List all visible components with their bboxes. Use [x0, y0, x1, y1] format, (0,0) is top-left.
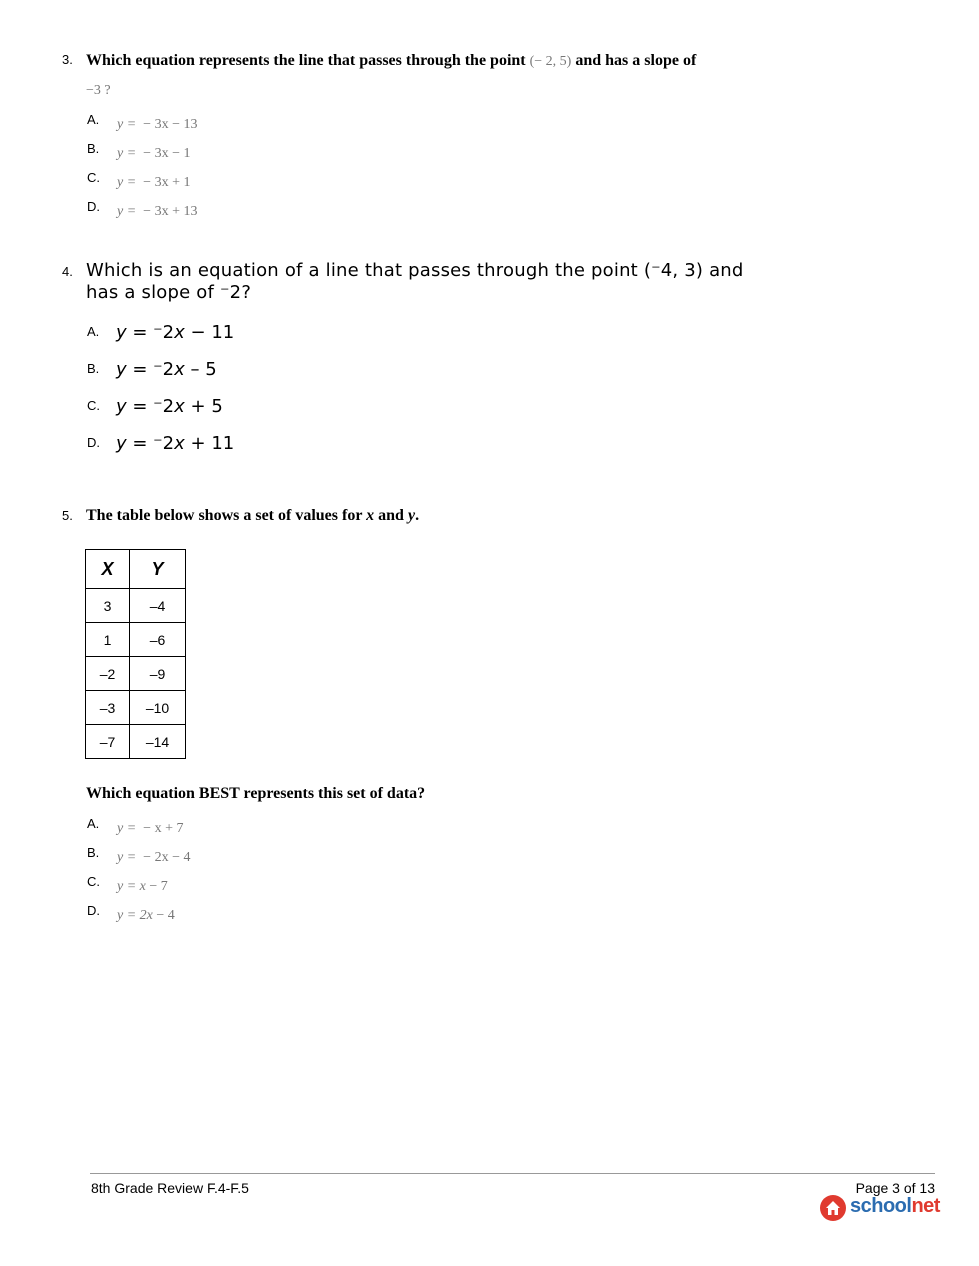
table-header-row — [86, 550, 186, 589]
option-equation: y = − x + 7 — [117, 821, 184, 836]
option-d[interactable] — [0, 199, 600, 225]
question-text — [86, 260, 744, 304]
option-equation: y = 2x − 4 — [117, 908, 175, 923]
table-cell: –10 — [130, 691, 186, 725]
slope-math: −3 ? — [86, 83, 111, 98]
option-letter: B. — [87, 361, 100, 376]
question-number: 4. — [62, 264, 73, 279]
option-b[interactable] — [0, 359, 600, 389]
question-text-start: Which equation represents the line that passes through the point — [86, 52, 526, 69]
question-text: The table below shows a set of values for x and y. — [86, 507, 420, 524]
table-row — [86, 725, 186, 759]
option-equation: y = ⁻2x + 5 — [116, 396, 223, 417]
option-c[interactable] — [0, 396, 600, 426]
option-letter: A. — [87, 816, 100, 831]
option-d[interactable] — [0, 433, 600, 463]
table-row — [86, 657, 186, 691]
option-c[interactable] — [0, 874, 600, 900]
table-cell: 3 — [86, 589, 130, 623]
table-cell: –6 — [130, 623, 186, 657]
option-equation: y = − 2x − 4 — [117, 850, 191, 865]
table-cell: –14 — [130, 725, 186, 759]
option-letter: C. — [87, 170, 100, 185]
option-equation: y = − 3x − 13 — [117, 117, 198, 132]
option-letter: A. — [87, 324, 100, 339]
house-icon — [820, 1195, 846, 1221]
table-cell: –3 — [86, 691, 130, 725]
point-math: (− 2, 5) — [529, 54, 572, 69]
footer-title: 8th Grade Review F.4-F.5 — [91, 1180, 249, 1196]
var-x: x — [366, 507, 375, 524]
xy-table — [85, 549, 186, 759]
option-letter: C. — [87, 874, 100, 889]
subquestion-text: Which equation BEST represents this set of data? — [86, 785, 426, 802]
option-equation: y = ⁻2x + 11 — [116, 433, 235, 454]
option-b[interactable] — [0, 845, 600, 871]
option-a[interactable] — [0, 322, 600, 352]
question-text-end: and has a slope of — [575, 52, 697, 69]
table-row — [86, 691, 186, 725]
option-letter: B. — [87, 141, 100, 156]
option-equation: y = − 3x + 1 — [117, 175, 191, 190]
question-number: 5. — [62, 508, 73, 523]
option-equation: y = − 3x + 13 — [117, 204, 198, 219]
question-text — [86, 52, 696, 70]
table-header-y: Y — [130, 550, 186, 589]
question-number: 3. — [62, 52, 73, 67]
option-equation: y = x − 7 — [117, 879, 168, 894]
table-cell: –2 — [86, 657, 130, 691]
option-b[interactable] — [0, 141, 600, 167]
option-d[interactable] — [0, 903, 600, 929]
option-letter: D. — [87, 199, 100, 214]
option-equation: y = − 3x − 1 — [117, 146, 191, 161]
table-cell: –4 — [130, 589, 186, 623]
table-header-x: X — [86, 550, 130, 589]
page-number: Page 3 of 13 — [855, 1180, 935, 1196]
table-cell: –9 — [130, 657, 186, 691]
option-letter: B. — [87, 845, 100, 860]
option-letter: C. — [87, 398, 100, 413]
option-letter: D. — [87, 435, 100, 450]
schoolnet-logo — [820, 1195, 940, 1223]
option-a[interactable] — [0, 112, 600, 138]
question-text-line-1: Which is an equation of a line that passes through the point (⁻4, 3) and — [86, 260, 744, 281]
option-a[interactable] — [0, 816, 600, 842]
table-cell: –7 — [86, 725, 130, 759]
option-c[interactable] — [0, 170, 600, 196]
option-equation: y = ⁻2x − 11 — [116, 322, 235, 343]
question-text-line-2: has a slope of ⁻2? — [86, 282, 252, 303]
var-y: y — [407, 507, 416, 524]
option-letter: D. — [87, 903, 100, 918]
table-row — [86, 589, 186, 623]
table-cell: 1 — [86, 623, 130, 657]
logo-text: schoolnet — [850, 1195, 940, 1217]
option-equation: y = ⁻2x – 5 — [116, 359, 217, 380]
footer-divider — [90, 1173, 935, 1174]
option-letter: A. — [87, 112, 100, 127]
table-row — [86, 623, 186, 657]
